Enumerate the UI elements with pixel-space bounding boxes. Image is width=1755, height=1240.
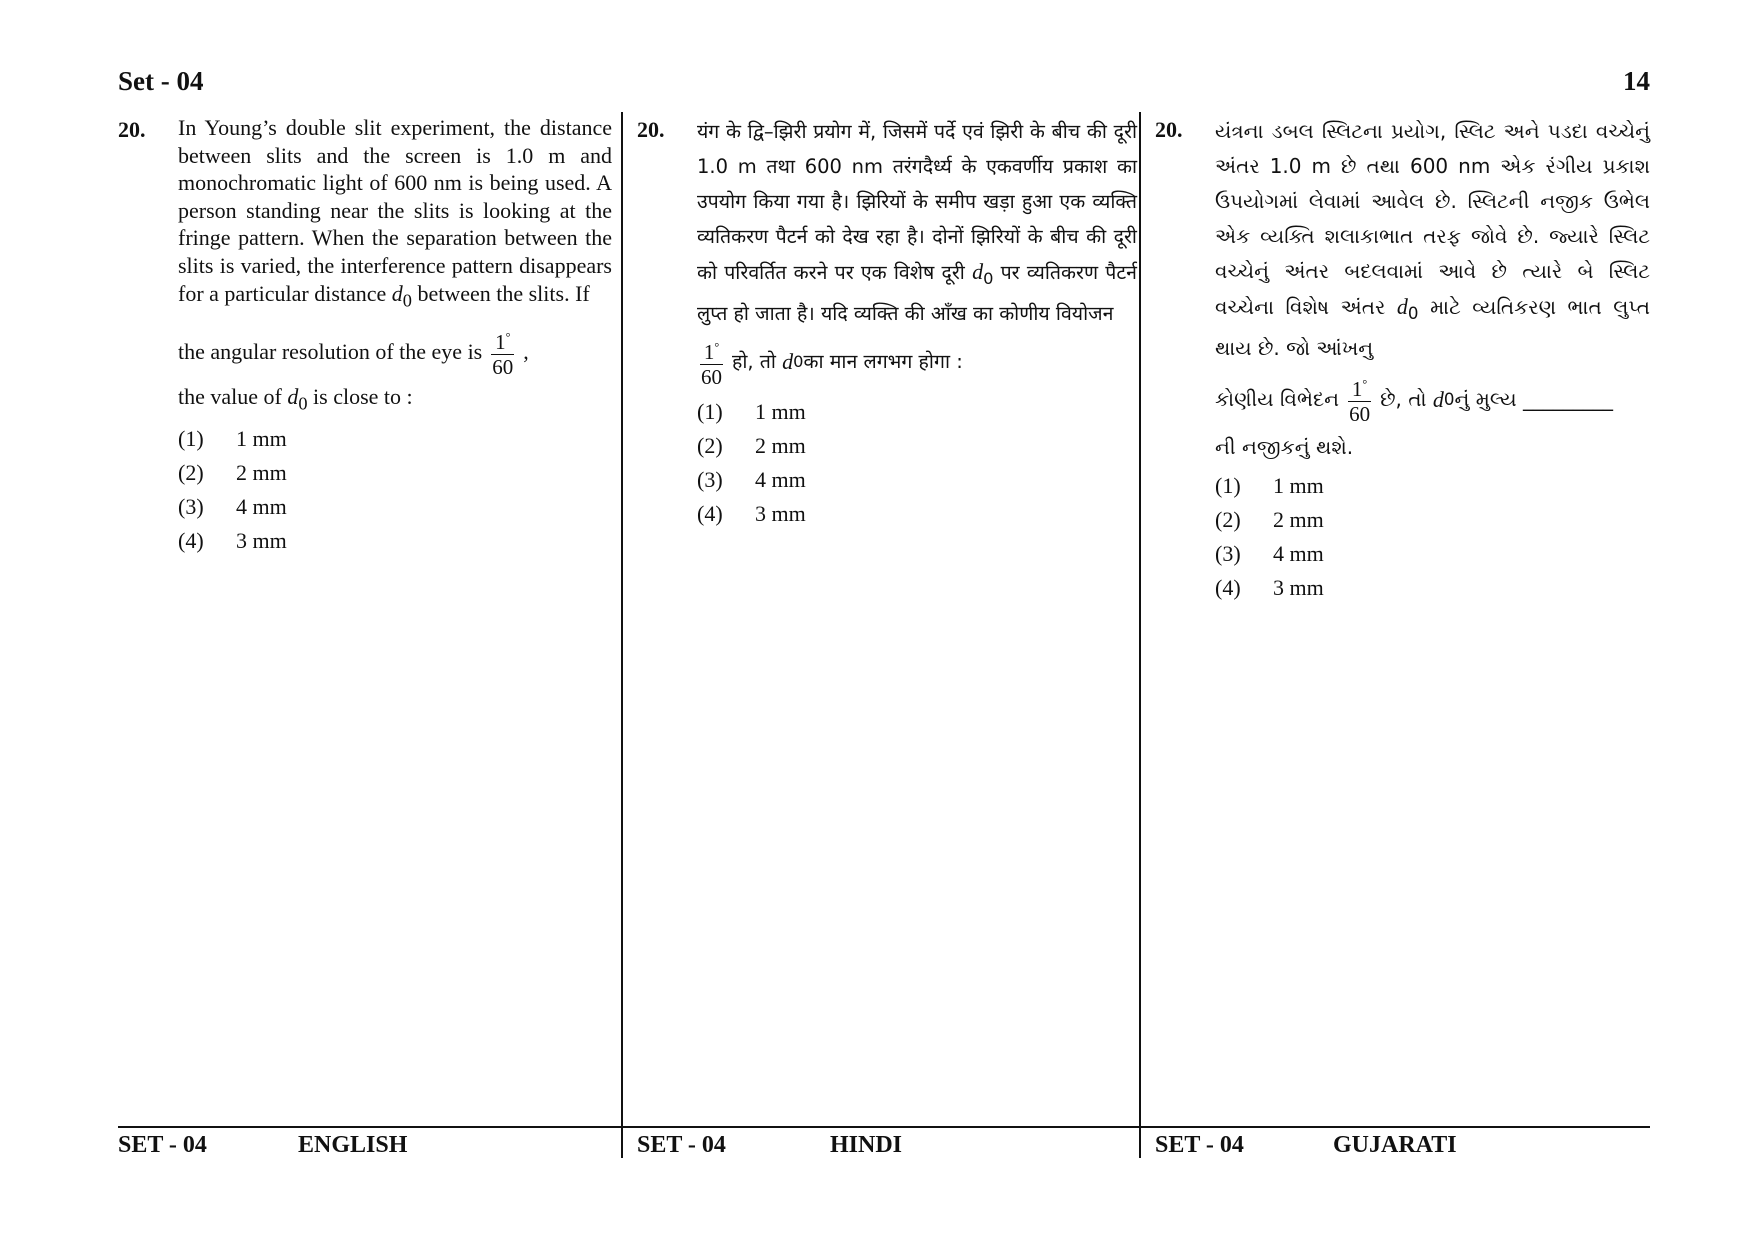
option-value: 4 mm [236,493,287,519]
option-value: 1 mm [236,425,287,451]
option-value: 4 mm [1273,541,1324,566]
option-number: (1) [697,398,723,424]
options-list [697,395,1137,531]
question-text-part: का मान लगभग होगा : [803,350,963,374]
option-item [1215,469,1650,503]
math-variable: d [287,383,299,409]
option-number: (2) [1215,507,1241,532]
math-subscript: 0 [298,392,308,413]
question-number: 20. [1155,117,1183,142]
degree-symbol: ° [714,339,720,354]
option-item [178,490,612,524]
math-subscript: 0 [402,289,412,310]
degree-symbol: ° [1362,377,1368,391]
option-item [1215,537,1650,571]
option-item [697,429,1137,463]
question-text [178,114,612,418]
question-text-part: हो, तो [732,350,776,374]
option-item [178,422,612,456]
option-item [1215,503,1650,537]
option-item [1215,571,1650,605]
footer-set-label: SET - 04 [637,1132,726,1158]
option-number: (1) [178,425,204,451]
footer-language-label: GUJARATI [1333,1132,1457,1158]
question-text-end [178,383,612,418]
question-text-part: the value of [178,383,288,409]
option-number: (3) [1215,541,1241,566]
question-text-part: पर व्यतिकरण पैटर्न लुप्त हो जाता है। यदि व्यक्ति की आँख का कोणीय वियोजन [697,261,1137,325]
page-header-set: Set - 04 [118,66,204,96]
fraction-one-sixtieth-degree [488,325,517,379]
option-number: (2) [178,459,204,485]
gujarati-question-column [1155,114,1650,605]
fraction-one-sixtieth-degree [1345,372,1374,426]
question-text-part: is close to : [307,383,413,409]
question-text-part: यंग के द्वि–झिरी प्रयोग में, जिसमें पर्दे एवं झिरी के बीच की दूरी 1.0 m तथा 600 nm तरंगदैर्ध्य के एकवर्णीय प्रकाश का उपयोग किया गया है। झिरियों के समीप खड़ा हुआ एक व्यक्ति व्यतिकरण पैटर्न को देख रहा है। दोनों झिरियों के बीच की दूरी को परिवर्तित करने पर एक विशेष दूरी [697,120,1137,284]
question-number: 20. [118,117,146,142]
math-variable: d [1432,386,1444,412]
column-divider [621,112,623,1158]
angular-resolution-line [697,335,1137,389]
option-number: (4) [697,500,723,526]
question-text-part: માટે વ્યતિકરણ ભાત લુપ્ત થાય છે. જો આંખનુ [1215,295,1650,360]
hindi-question-column [637,114,1137,531]
angular-resolution-line [1215,372,1650,426]
question-text-part: કોણીય વિભેદન [1215,386,1340,411]
option-value: 4 mm [755,466,806,492]
option-value: 3 mm [1273,575,1324,600]
question-text-part: the angular resolution of the eye is [178,338,483,364]
fraction-denominator: 60 [492,354,514,379]
option-value: 1 mm [1273,473,1324,498]
punctuation: , [523,338,529,364]
fraction-denominator: 60 [1349,402,1371,426]
math-subscript: 0 [1407,304,1419,323]
question-text-part: છે, તો [1380,386,1427,411]
question-text-end: ની નજીકનું થશે. [1215,435,1354,459]
option-number: (4) [178,527,204,553]
fraction-numerator: 1 [703,339,715,364]
question-text-part: In Young’s double slit experiment, the distance between slits and the screen is 1.0 m and monochromatic light of 600 nm is being used. A person standing near the slits is looking at the fringe pattern. When the separation between the slits is varied, the interference pattern disappears for a particular distance [178,115,612,306]
options-list [178,422,612,558]
math-variable: d [782,349,794,375]
option-value: 2 mm [236,459,287,485]
options-list [1215,469,1650,605]
option-item [178,524,612,558]
question-text-part: નું મુલ્ય _________ [1454,386,1613,411]
math-variable: d [972,259,984,284]
math-subscript: 0 [983,268,994,288]
option-number: (4) [1215,575,1241,600]
option-value: 2 mm [755,432,806,458]
english-question-column [118,114,612,558]
angular-resolution-line [178,325,612,379]
fraction-numerator: 1 [495,329,506,354]
option-number: (3) [178,493,204,519]
option-value: 3 mm [236,527,287,553]
question-text-part: યંત્રના ડબલ સ્લિટના પ્રયોગ, સ્લિટ અને પડદા વચ્ચેનું અંતર 1.0 m છે તથા 600 nm એક રંગીય પ્રકાશ ઉપયોગમાં લેવામાં આવેલ છે. સ્લિટની નજીક ઉભેલ એક વ્યક્તિ શલાકાભાત તરફ જોવે છે. જ્યારે સ્લિટ વચ્ચેનું અંતર બદલવામાં આવે છે ત્યારે બે સ્લિટ વચ્ચેના વિશેષ અંતર [1215,119,1650,319]
question-text [697,114,1137,389]
footer-language-label: HINDI [830,1132,903,1158]
math-variable: d [391,280,403,306]
footer-set-label: SET - 04 [1155,1132,1244,1158]
option-number: (1) [1215,473,1241,498]
option-item [178,456,612,490]
fraction-one-sixtieth-degree [697,335,726,389]
math-subscript: 0 [1443,389,1455,409]
option-number: (3) [697,466,723,492]
question-text-part: between the slits. If [411,280,590,306]
page-number: 14 [1623,66,1650,96]
option-value: 2 mm [1273,507,1324,532]
math-variable: d [1396,294,1408,319]
option-item [697,395,1137,429]
option-value: 3 mm [755,500,806,526]
math-subscript: 0 [793,352,804,372]
footer-rule [118,1126,1650,1128]
fraction-numerator: 1 [1351,377,1363,401]
fraction-denominator: 60 [701,364,722,389]
footer-set-label: SET - 04 [118,1132,207,1158]
degree-symbol: ° [505,329,511,344]
option-item [697,497,1137,531]
option-number: (2) [697,432,723,458]
footer-language-label: ENGLISH [298,1132,408,1158]
question-number: 20. [637,117,665,142]
column-divider [1139,112,1141,1158]
question-text [1215,114,1650,465]
option-item [697,463,1137,497]
option-value: 1 mm [755,398,806,424]
